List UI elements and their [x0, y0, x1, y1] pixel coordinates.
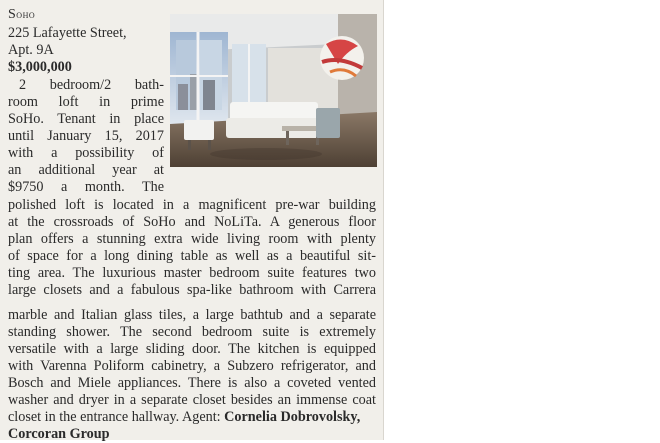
loft-interior-photo [170, 14, 377, 167]
body-line: until January 15, 2017 [8, 128, 164, 144]
body-line: Bosch and Miele appliances. There is also a coveted vented [8, 375, 376, 391]
body-line: room loft in prime [8, 94, 164, 110]
listing-neighborhood: Soho [8, 7, 36, 22]
listing-address-line1: 225 Lafayette Street, [8, 25, 127, 41]
body-line: SoHo. Tenant in place [8, 111, 164, 127]
agent-line [8, 409, 376, 426]
agent-lead-text: closet in the entrance hallway. Agent: [8, 409, 221, 425]
body-line: marble and Italian glass tiles, a large bathtub and a separate [8, 307, 376, 323]
listing-price: $3,000,000 [8, 59, 72, 75]
body-line: large closets and a fabulous spa-like bathroom with Carrera [8, 282, 376, 298]
body-line: of space for a long dining table as well as a beautiful sit- [8, 248, 376, 264]
body-line: versatile with a large sliding door. The kitchen is equipped [8, 341, 376, 357]
agent-name: Cornelia Dobrovolsky, [224, 409, 361, 425]
body-line: washer and dryer in a separate closet besides an immense coat [8, 392, 376, 408]
body-line: polished loft is located in a magnificent pre-war building [8, 197, 376, 213]
body-line: $9750 a month. The [8, 179, 164, 195]
body-line: with Varenna Poliform cabinetry, a Subzero refrigerator, and [8, 358, 376, 374]
agent-company: Corcoran Group [8, 426, 110, 442]
listing-address-line2: Apt. 9A [8, 42, 54, 58]
body-line: 2 bedroom/2 bath- [19, 77, 164, 93]
body-line: an additional year at [8, 162, 164, 178]
body-line: with a possibility of [8, 145, 164, 161]
body-line: standing shower. The second bedroom suite is extremely [8, 324, 376, 340]
body-line: ting area. The luxurious master bedroom suite features two [8, 265, 376, 281]
loft-photo-illustration [170, 14, 377, 167]
body-line: at the crossroads of SoHo and NoLiTa. A generous floor [8, 214, 376, 230]
body-line: plan offers a stunning extra wide living room with plenty [8, 231, 376, 247]
